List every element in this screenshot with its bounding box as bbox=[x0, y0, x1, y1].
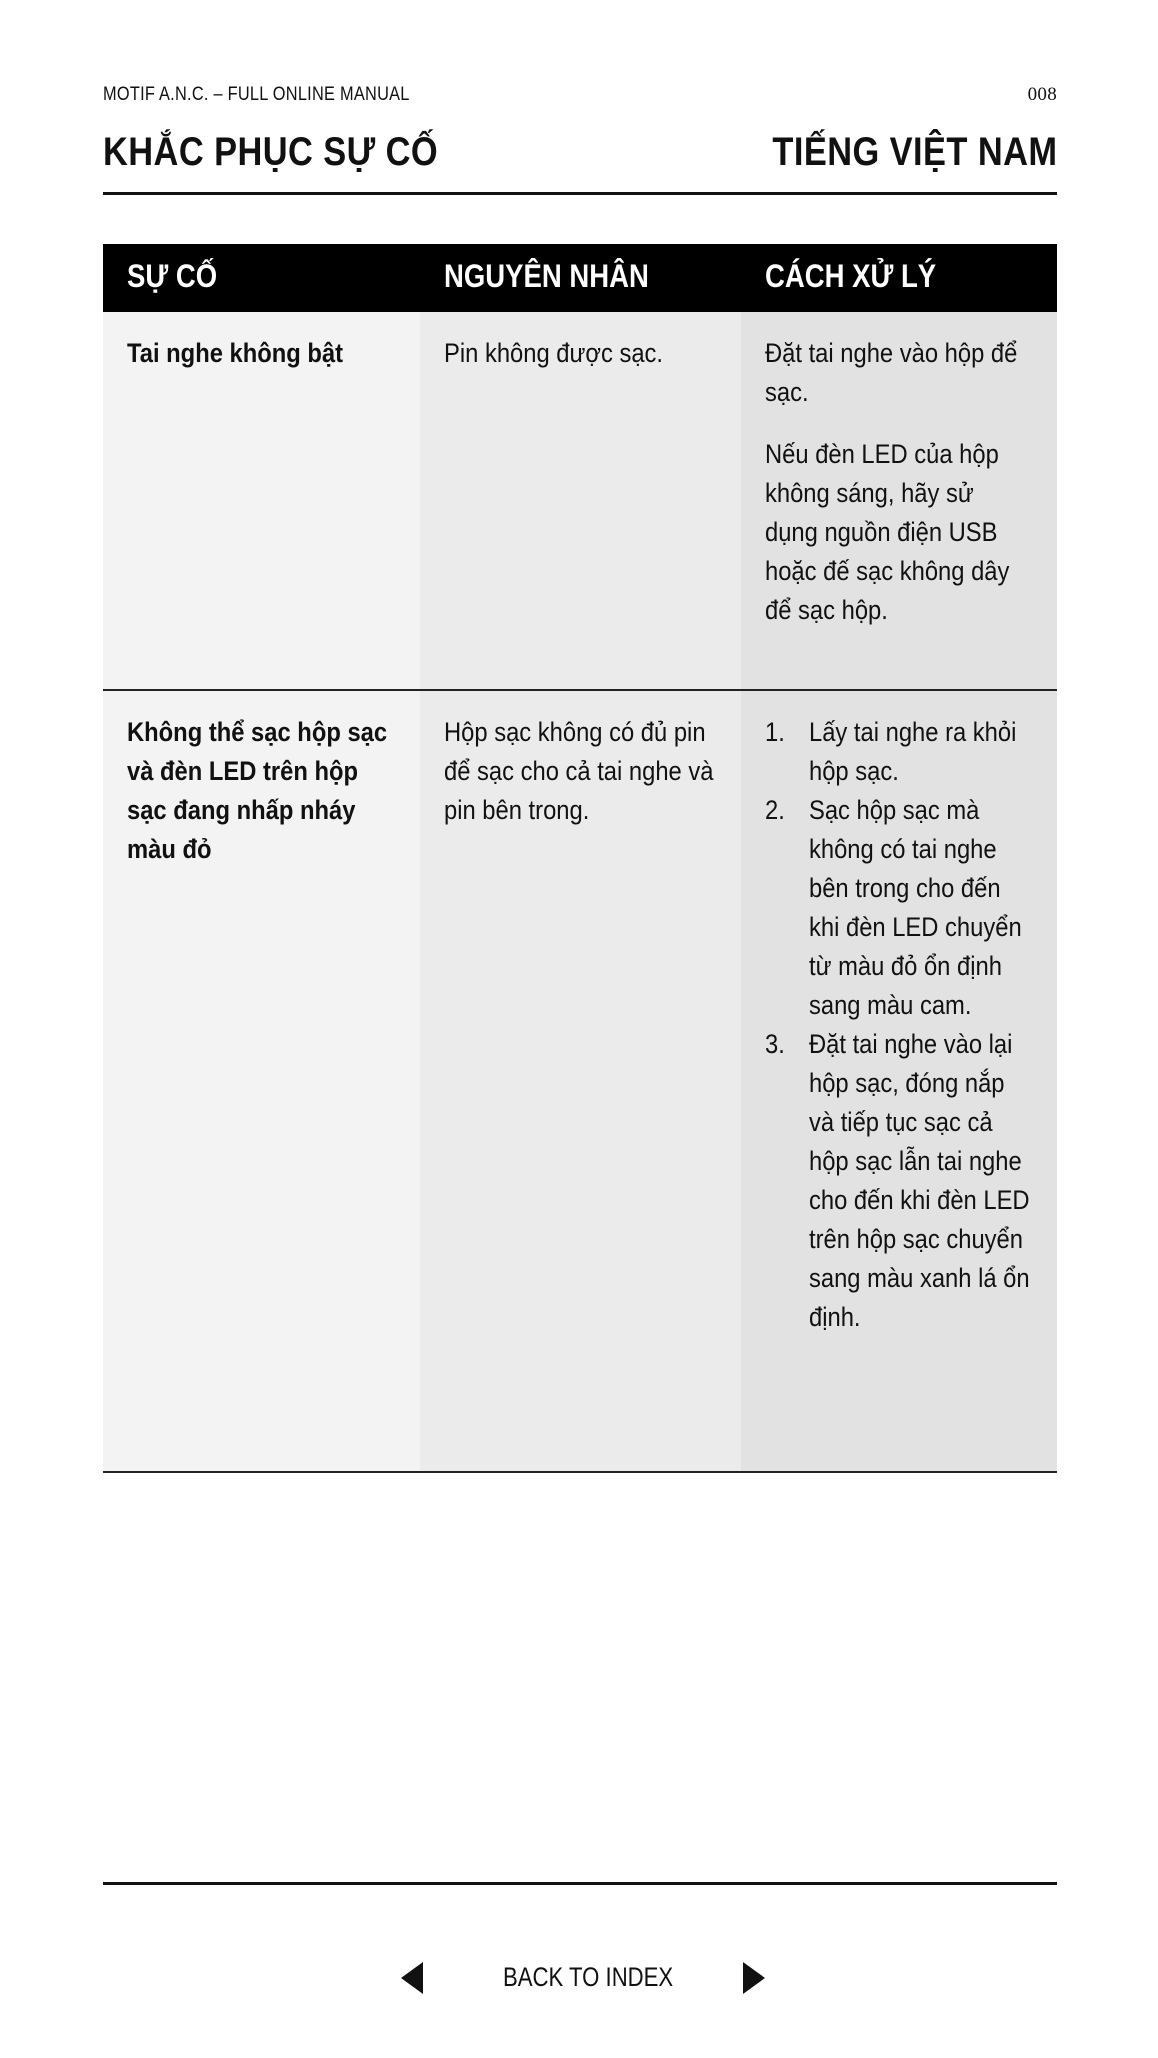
table-header bbox=[103, 244, 1057, 312]
solution-cell bbox=[741, 691, 1057, 1471]
title-row bbox=[103, 130, 1057, 175]
cause-text: Hộp sạc không có đủ pin để sạc cho cả tai nghe và pin bên trong. bbox=[444, 717, 714, 825]
issue-cell bbox=[103, 312, 420, 689]
step-number: 1. bbox=[765, 717, 785, 747]
triangle-left-icon[interactable] bbox=[401, 1962, 423, 1994]
table-row bbox=[103, 691, 1057, 1473]
manual-page bbox=[103, 0, 1057, 2058]
section-title: KHẮC PHỤC SỰ CỐ bbox=[103, 130, 439, 174]
triangle-right-icon[interactable] bbox=[743, 1962, 765, 1994]
issue-cell bbox=[103, 691, 420, 1471]
page-number: 008 bbox=[1027, 84, 1057, 105]
cause-text: Pin không được sạc. bbox=[444, 338, 664, 368]
step-number: 2. bbox=[765, 795, 785, 825]
manual-title: MOTIF A.N.C. – FULL ONLINE MANUAL bbox=[103, 84, 410, 105]
list-item bbox=[765, 1025, 1031, 1337]
column-header-cause: NGUYÊN NHÂN bbox=[444, 258, 649, 294]
solution-cell bbox=[741, 312, 1057, 689]
issue-text: Không thể sạc hộp sạc và đèn LED trên hộp sạc đang nhấp nháy màu đỏ bbox=[127, 717, 388, 864]
step-text: Đặt tai nghe vào lại hộp sạc, đóng nắp và tiếp tục sạc cả hộp sạc lẫn tai nghe cho đến khi đèn LED trên hộp sạc chuyển sang màu xanh lá ổn định. bbox=[809, 1029, 1030, 1332]
table-row bbox=[103, 312, 1057, 691]
running-header bbox=[103, 84, 1057, 106]
troubleshooting-table bbox=[103, 244, 1057, 1473]
issue-text: Tai nghe không bật bbox=[127, 338, 344, 368]
language-label: TIẾNG VIỆT NAM bbox=[771, 130, 1057, 174]
title-divider bbox=[103, 192, 1057, 195]
solution-steps bbox=[765, 713, 1031, 1337]
page-navigation bbox=[103, 1950, 1057, 2010]
solution-paragraph: Nếu đèn LED của hộp không sáng, hãy sử dụng nguồn điện USB hoặc đế sạc không dây để sạc hộp. bbox=[765, 439, 1010, 625]
column-header-issue: SỰ CỐ bbox=[127, 258, 218, 294]
step-text: Sạc hộp sạc mà không có tai nghe bên trong cho đến khi đèn LED chuyển từ màu đỏ ổn định sang màu cam. bbox=[809, 795, 1022, 1020]
list-item bbox=[765, 713, 1031, 791]
list-item bbox=[765, 791, 1031, 1025]
step-text: Lấy tai nghe ra khỏi hộp sạc. bbox=[809, 717, 1017, 786]
step-number: 3. bbox=[765, 1029, 785, 1059]
back-to-index-link[interactable]: BACK TO INDEX bbox=[503, 1962, 674, 1992]
cause-cell bbox=[420, 312, 741, 689]
cause-cell bbox=[420, 691, 741, 1471]
column-header-solution: CÁCH XỬ LÝ bbox=[765, 258, 937, 294]
solution-paragraph: Đặt tai nghe vào hộp để sạc. bbox=[765, 338, 1018, 407]
footer-divider bbox=[103, 1882, 1057, 1885]
